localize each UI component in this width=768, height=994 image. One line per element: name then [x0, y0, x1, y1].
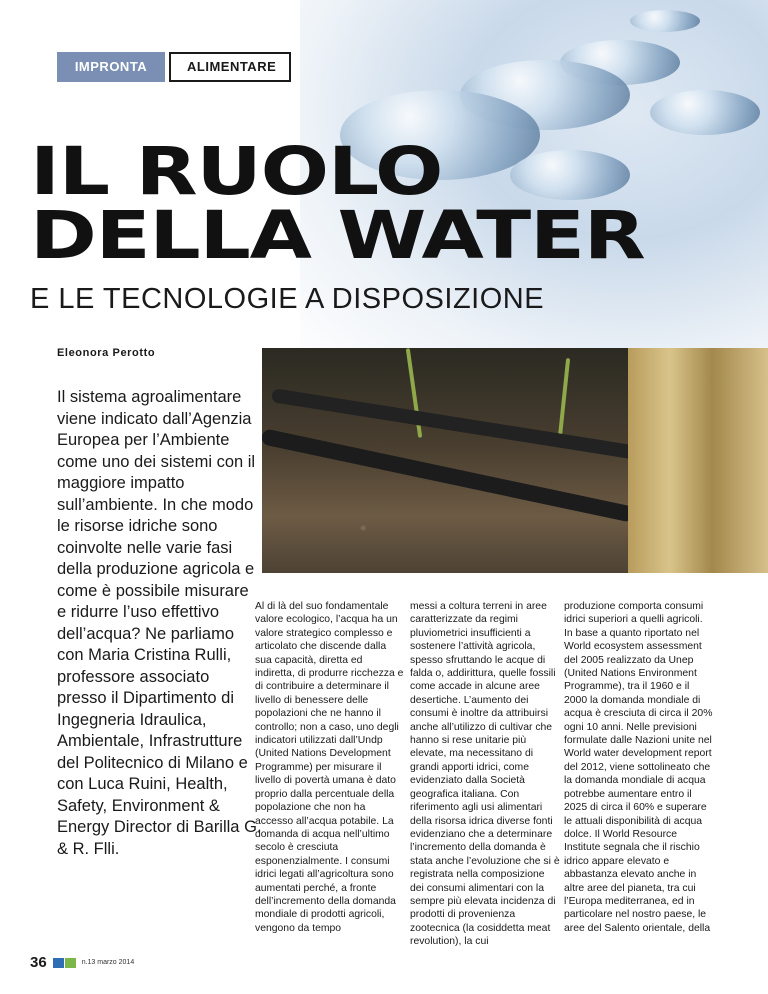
water-drop: [650, 90, 760, 135]
section-tag-impronta: IMPRONTA: [57, 52, 165, 82]
article-subtitle: E LE TECNOLOGIE A DISPOSIZIONE: [30, 283, 545, 315]
body-column-1: Al di là del suo fondamentale valore ecologico, l’acqua ha un valore strategico complesso e articolato che discende dalla sua capacità, diretta ed indiretta, di produrre ricchezza e di contribuire a determinare il livello di benessere delle popolazioni che ne hanno il controllo; non a caso, uno degli indicatori utilizzati dall’Undp (United Nations Development Programme) per misurare il livello di povertà umana è dato proprio dalla percentuale della popolazione che non ha accesso all’acqua potabile. La domanda di acqua nell’ultimo secolo è cresciuta esponenzialmente. I consumi idrici legati all’agricoltura sono aumentati perché, a fronte dell’incremento della domanda mondiale di prodotti agricoli, vengono da tempo: [255, 601, 404, 934]
water-drop: [630, 10, 700, 32]
page-footer: [30, 954, 134, 971]
title-line-1: IL RUOLO: [30, 133, 443, 210]
author-name: Eleonora Perotto: [57, 347, 156, 359]
wheat-field: [628, 348, 768, 573]
body-column-3: produzione comporta consumi idrici superiori a quelli agricoli. In base a quanto riportato nel World ecosystem assessment del 2005 realizzato da Unep (United Nations Environment Programme), tra il 1960 e il 2000 la domanda mondiale di acqua è cresciuta di circa il 20% ogni 10 anni. Nelle previsioni formulate dalle Nazioni unite nel World water development report del 2012, viene sottolineato che la domanda mondiale di acqua potrebbe aumentare entro il 2025 di circa il 60% e superare le attuali disponibilità di acqua dolce. Il World Resource Institute segnala che il rischio idrico appare elevato e abbastanza elevato anche in altre aree del pianeta, tra cui l’Europa mediterranea, ed in particolare nel nostro paese, le aree del Salento orientale, della: [564, 601, 713, 934]
title-line-2: DELLA WATER: [30, 197, 645, 274]
body-column-2: messi a coltura terreni in aree caratterizzate da regimi pluviometrici insufficienti a sostenere l’attività agricola, spesso sfruttando le acque di falda o, addirittura, quelle fossili come accade in alcune aree desertiche. L’aumento dei consumi è inoltre da attribuirsi anche all’utilizzo di cultivar che hanno si rese unitarie più elevate, ma necessitano di grandi apporti idrici, come evidenziato dalla Società geografica italiana. Con riferimento agli usi alimentari della risorsa idrica diverse fonti evidenziano che a determinare l’incremento della domanda è stata anche l’evoluzione che si è registrata nella composizione dei consumi alimentari con la sempre più elevata incidenza di prodotti di provenienza zootecnica (la cosiddetta meat revolution), la cui: [410, 601, 560, 948]
issue-info: n.13 marzo 2014: [81, 959, 135, 966]
page-number: 36: [30, 954, 47, 971]
drip-irrigation-photo: [262, 348, 768, 573]
magazine-logo: [53, 958, 76, 968]
section-tags: [57, 52, 291, 82]
section-tag-alimentare: ALIMENTARE: [169, 52, 291, 82]
lead-paragraph: Il sistema agroalimentare viene indicato dall’Agenzia Europea per l’Ambiente come uno dei sistemi con il maggiore impatto sull’ambiente. In che modo le risorse idriche sono coinvolte nelle varie fasi della produzione agricola e come è possibile misurare e ridurre l’uso effettivo dell’acqua? Ne parliamo con Maria Cristina Rulli, professore associato presso il Dipartimento di Ingegneria Idraulica, Ambientale, Infrastrutture del Politecnico di Milano e con Luca Ruini, Health, Safety, Environment & Energy Director di Barilla G. & R. Flli.: [57, 388, 262, 858]
article-title: [30, 133, 645, 274]
